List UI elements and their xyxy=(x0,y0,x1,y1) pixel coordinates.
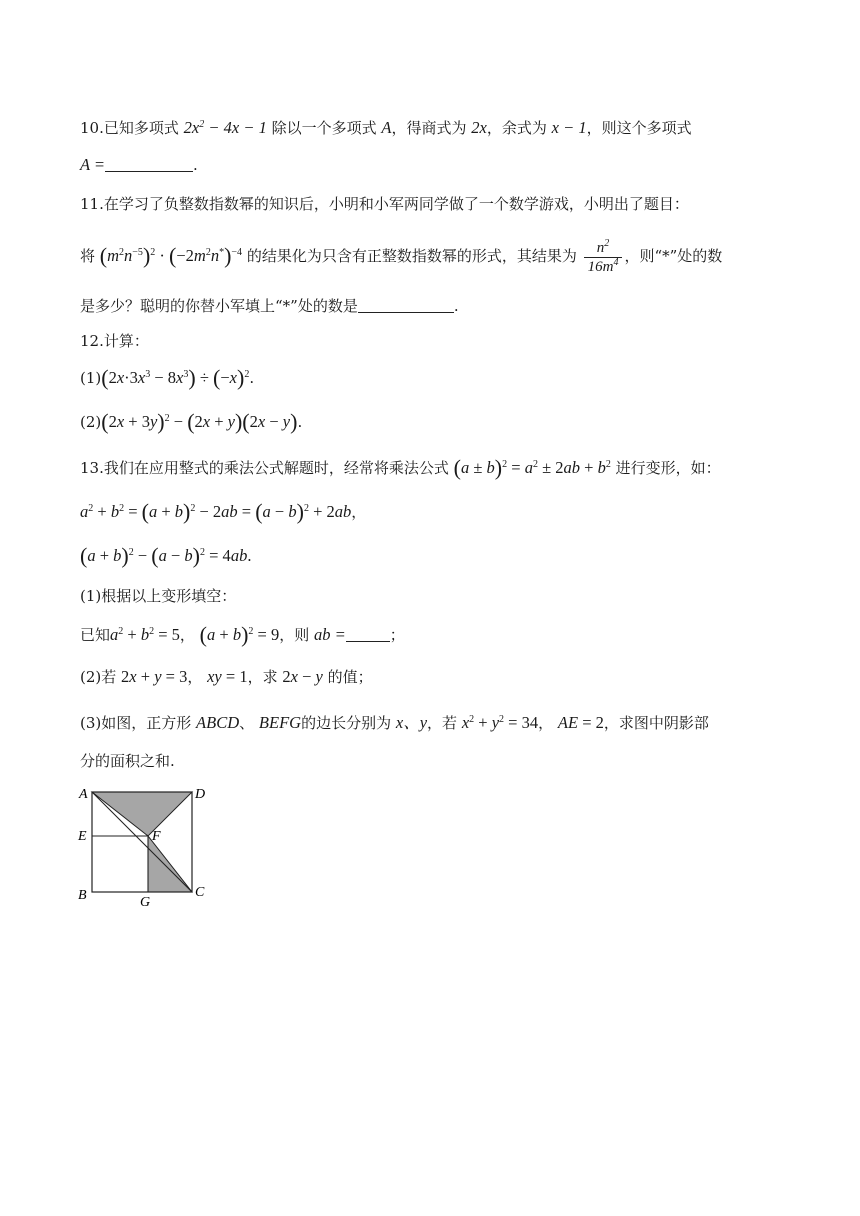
q13-intro: 13.我们在应用整式的乘法公式解题时，经常将乘法公式 $(a \pm b)^2 = a^2 \pm 2ab + b^2$ 进行变形，如： xyxy=(80,455,721,480)
q13-p3-cond2: AE = 2 xyxy=(557,713,604,732)
q11-answer-blank[interactable] xyxy=(358,298,454,313)
q10-polynomial: $2x^2 - 4x - 1$ xyxy=(183,118,267,137)
q13-p2-cond2: xy = 1 xyxy=(207,667,248,686)
q10-line2: A = . xyxy=(80,155,198,174)
square-figure xyxy=(72,782,212,910)
q13-eq1: $a^2 + b^2 = (a + b)^2 - 2ab = (a - b)^2 + 2ab$， xyxy=(80,499,367,524)
q10-answer-lhs: A = xyxy=(80,155,106,174)
label-f: F xyxy=(152,829,161,844)
q13-part2: (2)若 2x + y = 3， xy = 1，求 2x − y 的值； xyxy=(80,667,373,686)
label-c: C xyxy=(195,885,205,900)
q12-expr1: $(2x\cdot 3x^3 - 8x^3) \div (-x)^2$ xyxy=(101,365,250,390)
q11-line2: 将 $(m^2n^{-5})^2 \cdot (-2m^2n^*)^{-4}$ 的结果化为只含有正整数指数幂的形式，其结果为 $\frac{n^2}{16m^4}$ ，则“*”处的数 xyxy=(80,237,723,275)
q12-part2: $(2)(2x + 3y)^2 - (2x + y)(2x - y)$. xyxy=(80,409,303,434)
q12-part1: $(1)(2x\cdot 3x^3 - 8x^3) \div (-x)^2$. xyxy=(80,365,255,390)
q13-eq2: $(a + b)^2 - (a - b)^2 = 4ab$. xyxy=(80,543,252,568)
q13-part3-line2: 分的面积之和. xyxy=(80,752,175,770)
label-e: E xyxy=(78,829,87,844)
q13-p2-expr: 2x − y xyxy=(282,667,323,686)
q13-cond1: $a^2 + b^2 = 5$ xyxy=(110,625,180,644)
q10-line1: 10.已知多项式 $2x^2 - 4x - 1$ 除以一个多项式 A，得商式为 2x，余式为 x − 1，则这个多项式 xyxy=(80,118,692,137)
q11-result-fraction: $\frac{n^2}{16m^4}$ xyxy=(584,239,623,276)
q13-p3-cond1: $x^2 + y^2 = 34$ xyxy=(461,713,539,732)
q13-part3-line1: (3)如图，正方形 ABCD、 BEFG的边长分别为 x、y，若 $x^2 + y^2 = 34$， AE = 2，求图中阴影部 xyxy=(80,713,709,732)
q13-part1-given: 已知$a^2 + b^2 = 5$， $(a + b)^2 = 9$，则 ab = ； xyxy=(80,622,405,647)
q11-line1: 11.在学习了负整数指数幂的知识后，小明和小军两同学做了一个数学游戏，小明出了题目： xyxy=(80,195,689,213)
q13-p2-cond1: 2x + y = 3 xyxy=(121,667,188,686)
q11-line3: 是多少？聪明的你替小军填上“*”处的数是 . xyxy=(80,297,459,315)
q13-ab-blank[interactable] xyxy=(346,627,390,642)
q10-answer-blank[interactable] xyxy=(105,157,193,172)
q12-title: 12.计算： xyxy=(80,332,149,350)
q13-formula: $(a \pm b)^2 = a^2 \pm 2ab + b^2$ xyxy=(453,455,611,480)
q13-cond2: $(a + b)^2 = 9$ xyxy=(199,622,280,647)
label-d: D xyxy=(195,787,206,802)
label-g: G xyxy=(140,895,151,910)
q10-number: 10. xyxy=(80,119,104,137)
shaded-triangle-adf xyxy=(92,792,192,836)
q11-expression: $(m^2n^{-5})^2 \cdot (-2m^2n^*)^{-4}$ xyxy=(99,243,243,268)
label-b: B xyxy=(78,888,87,903)
q12-expr2: $(2x + 3y)^2 - (2x + y)(2x - y)$ xyxy=(101,409,298,434)
label-a: A xyxy=(79,787,88,802)
shaded-triangle-fgc xyxy=(148,836,192,892)
q13-part1-title: (1)根据以上变形填空： xyxy=(80,587,237,605)
